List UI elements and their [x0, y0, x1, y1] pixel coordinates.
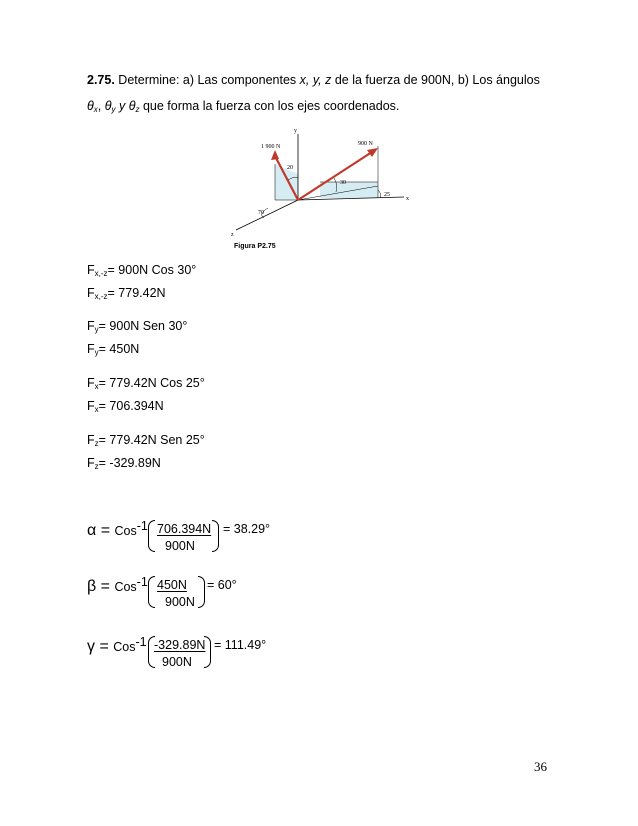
label-angle-20: 20 — [287, 165, 293, 171]
equation-row: $F_y= 450N$ — [87, 342, 140, 357]
left-force-arrowhead — [271, 150, 279, 160]
cos-function: Cos — [114, 524, 137, 538]
gamma-result: = 111.49° — [214, 638, 267, 652]
z-axis — [236, 200, 298, 230]
and-word: y — [115, 99, 129, 113]
label-angle-70: 70 — [258, 210, 264, 216]
gamma-numerator: -329.89N — [154, 638, 206, 652]
figure-p2-75 — [228, 122, 418, 252]
equation-row: $F_x= 706.394N$ — [87, 399, 164, 414]
problem-number: 2.75. — [87, 73, 115, 87]
equation-row: $F_z= 779.42N$ Sen 25° — [87, 433, 205, 448]
inverse-exponent: -1 — [136, 575, 148, 589]
equation-row: $F_z= -329.89N$ — [87, 456, 161, 471]
theta-z: $\theta_z$ — [128, 99, 140, 114]
inverse-exponent: -1 — [136, 519, 148, 533]
label-angle-25: 25 — [384, 192, 390, 198]
gamma-denominator: 900N — [162, 655, 192, 669]
beta-result: = 60° — [207, 578, 237, 592]
gamma-equation — [87, 634, 147, 656]
right-paren — [198, 576, 205, 608]
left-paren — [148, 576, 155, 608]
right-force-arrowhead — [367, 148, 378, 157]
alpha-equation — [87, 518, 148, 540]
page-number: 36 — [534, 759, 547, 774]
problem-statement-line1 — [87, 72, 540, 88]
inverse-exponent: -1 — [135, 635, 147, 649]
gamma-symbol: γ — [87, 638, 95, 655]
axis-x-label: x — [406, 196, 409, 202]
alpha-result: = 38.29° — [223, 522, 271, 536]
separator: , — [97, 99, 105, 113]
equals-sign: = — [95, 638, 114, 655]
alpha-denominator: 900N — [165, 539, 195, 553]
axis-z-label: z — [231, 232, 234, 238]
right-paren — [212, 520, 219, 552]
theta-x: $\theta_x$ — [87, 99, 98, 114]
arc-25 — [378, 190, 381, 198]
beta-equation — [87, 574, 148, 596]
cos-function: Cos — [114, 580, 137, 594]
problem-vars: x, y, z — [299, 73, 332, 87]
equation-row: $F_{x,-z}= 900N$ Cos 30° — [87, 263, 197, 278]
problem-text-b: de la fuerza de 900N, b) Los ángulos — [331, 73, 540, 87]
right-plane-shade — [320, 182, 378, 198]
figure-caption: Figura P2.75 — [234, 243, 276, 250]
alpha-symbol: α — [87, 522, 97, 539]
label-angle-30: 30 — [340, 180, 346, 186]
equals-sign: = — [96, 522, 115, 539]
beta-symbol: β — [87, 578, 97, 595]
beta-denominator: 900N — [165, 595, 195, 609]
equation-row: $F_{x,-z}= 779.42N$ — [87, 286, 166, 301]
problem-text-rest: que forma la fuerza con los ejes coordenados. — [139, 99, 400, 113]
problem-text-a: Determine: a) Las componentes — [114, 73, 300, 87]
equals-sign: = — [96, 578, 115, 595]
theta-y: $\theta_y$ — [104, 99, 116, 114]
axis-y-label: y — [294, 128, 297, 134]
left-paren — [148, 520, 155, 552]
right-paren — [204, 636, 211, 668]
cos-function: Cos — [113, 640, 136, 654]
problem-statement-line2 — [87, 98, 399, 118]
label-force-right: 900 N — [358, 141, 373, 147]
equation-row: $F_y= 900N$ Sen 30° — [87, 319, 188, 334]
alpha-numerator: 706.394N — [157, 522, 212, 536]
beta-numerator: 450N — [157, 578, 187, 592]
equation-row: $F_x= 779.42N$ Cos 25° — [87, 376, 205, 391]
label-force-left: 1 900 N — [261, 144, 281, 150]
